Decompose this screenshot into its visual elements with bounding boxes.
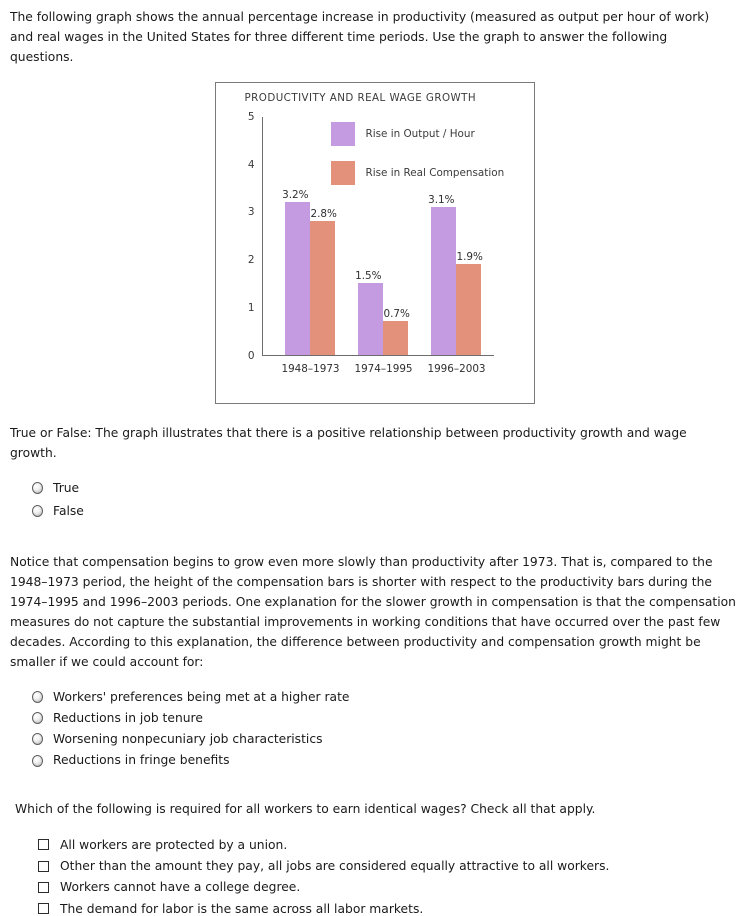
y-tick-0: 0	[247, 349, 255, 362]
question-identical-wages-options	[10, 839, 739, 915]
bar-real-compensation-3	[456, 250, 483, 354]
radio-button-icon[interactable]	[32, 482, 43, 494]
x-tick-3: 1996–2003	[427, 362, 486, 375]
option-no-college-degree[interactable]	[38, 881, 739, 893]
option-label-equally-attractive-jobs: Other than the amount they pay, all jobs are considered equally attractive to all workers.	[60, 858, 610, 873]
option-union-protection[interactable]	[38, 839, 739, 851]
option-label-true: True	[53, 480, 80, 495]
question-identical-wages-prompt: Which of the following is required for all workers to earn identical wages? Check all that apply.	[15, 801, 596, 816]
question-explanation-options	[10, 691, 739, 767]
chart-legend	[331, 122, 505, 200]
bar-label-real-compensation-2: 0.7%	[383, 308, 410, 321]
radio-button-icon[interactable]	[32, 691, 43, 703]
intro-paragraph: The following graph shows the annual percentage increase in productivity (measured as output per hour of work) and real wages in the United States for three different time periods. Use the graph to answer the following questions.	[10, 10, 710, 64]
option-label-reductions-fringe-benefits: Reductions in fringe benefits	[53, 753, 230, 768]
option-label-same-labor-demand: The demand for labor is the same across all labor markets.	[60, 901, 424, 916]
radio-button-icon[interactable]	[32, 505, 43, 517]
legend-label-real-compensation: Rise in Real Compensation	[365, 166, 505, 179]
option-label-no-college-degree: Workers cannot have a college degree.	[60, 880, 301, 895]
x-axis-line	[262, 355, 494, 356]
option-label-reductions-job-tenure: Reductions in job tenure	[53, 710, 203, 725]
bar-real-compensation-1	[310, 208, 337, 354]
checkbox-icon[interactable]	[38, 903, 49, 914]
legend-swatch-output-hour-icon	[331, 122, 355, 146]
chart-title: PRODUCTIVITY AND REAL WAGE GROWTH	[244, 91, 477, 104]
bar-label-real-compensation-1: 2.8%	[310, 208, 337, 221]
question-true-false	[10, 424, 739, 517]
bar-label-real-compensation-3: 1.9%	[456, 250, 483, 263]
question-identical-wages	[10, 800, 739, 915]
option-equally-attractive-jobs[interactable]	[38, 860, 739, 872]
bar-real-compensation-2	[383, 308, 410, 354]
option-true[interactable]	[32, 482, 739, 494]
option-label-workers-preferences: Workers' preferences being met at a higher rate	[53, 689, 350, 704]
y-tick-1: 1	[247, 301, 255, 314]
legend-label-output-hour: Rise in Output / Hour	[365, 127, 475, 140]
question-true-false-options	[10, 482, 739, 518]
option-label-worsening-nonpecuniary: Worsening nonpecuniary job characteristics	[53, 732, 323, 747]
productivity-wage-chart	[215, 82, 535, 404]
legend-item-real-compensation	[331, 161, 505, 185]
bar-label-output-hour-1: 3.2%	[282, 189, 309, 202]
question-true-false-prompt: True or False: The graph illustrates that there is a positive relationship between productivity growth and wage growth.	[10, 425, 687, 460]
option-reductions-job-tenure[interactable]	[32, 712, 739, 724]
radio-button-icon[interactable]	[32, 755, 43, 767]
option-reductions-fringe-benefits[interactable]	[32, 754, 739, 766]
option-worsening-nonpecuniary[interactable]	[32, 733, 739, 745]
option-false[interactable]	[32, 505, 739, 517]
bar-output-hour-3	[428, 193, 456, 355]
x-tick-1: 1948–1973	[281, 362, 340, 375]
radio-button-icon[interactable]	[32, 712, 43, 724]
option-label-false: False	[53, 503, 84, 518]
y-tick-2: 2	[247, 253, 255, 266]
legend-item-output-hour	[331, 122, 505, 146]
radio-button-icon[interactable]	[32, 733, 43, 745]
question-explanation-prompt: Notice that compensation begins to grow even more slowly than productivity after 1973. That is, compared to the 1948–1973 period, the height of the compensation bars is shorter with respect to the productivity bars during the 1974–1995 and 1996–2003 periods. One explanation for the slower growth in compensation is that the compensation measures do not capture the substantial improvements in working conditions that have occurred over the past few decades. According to this explanation, the difference between productivity and compensation growth might be smaller if we could account for:	[10, 555, 736, 669]
x-tick-2: 1974–1995	[354, 362, 413, 375]
bar-output-hour-2	[355, 269, 383, 354]
y-tick-4: 4	[247, 158, 255, 171]
bar-label-output-hour-3: 3.1%	[428, 193, 455, 206]
checkbox-icon[interactable]	[38, 882, 49, 893]
option-workers-preferences[interactable]	[32, 691, 739, 703]
legend-swatch-real-compensation-icon	[331, 161, 355, 185]
question-explanation	[10, 553, 739, 767]
bar-output-hour-1	[282, 189, 310, 354]
checkbox-icon[interactable]	[38, 839, 49, 850]
y-tick-5: 5	[247, 110, 255, 123]
checkbox-icon[interactable]	[38, 861, 49, 872]
bar-group-1	[281, 117, 340, 375]
y-tick-3: 3	[247, 206, 255, 219]
bar-label-output-hour-2: 1.5%	[355, 269, 382, 282]
option-label-union-protection: All workers are protected by a union.	[60, 837, 288, 852]
option-same-labor-demand[interactable]	[38, 903, 739, 915]
